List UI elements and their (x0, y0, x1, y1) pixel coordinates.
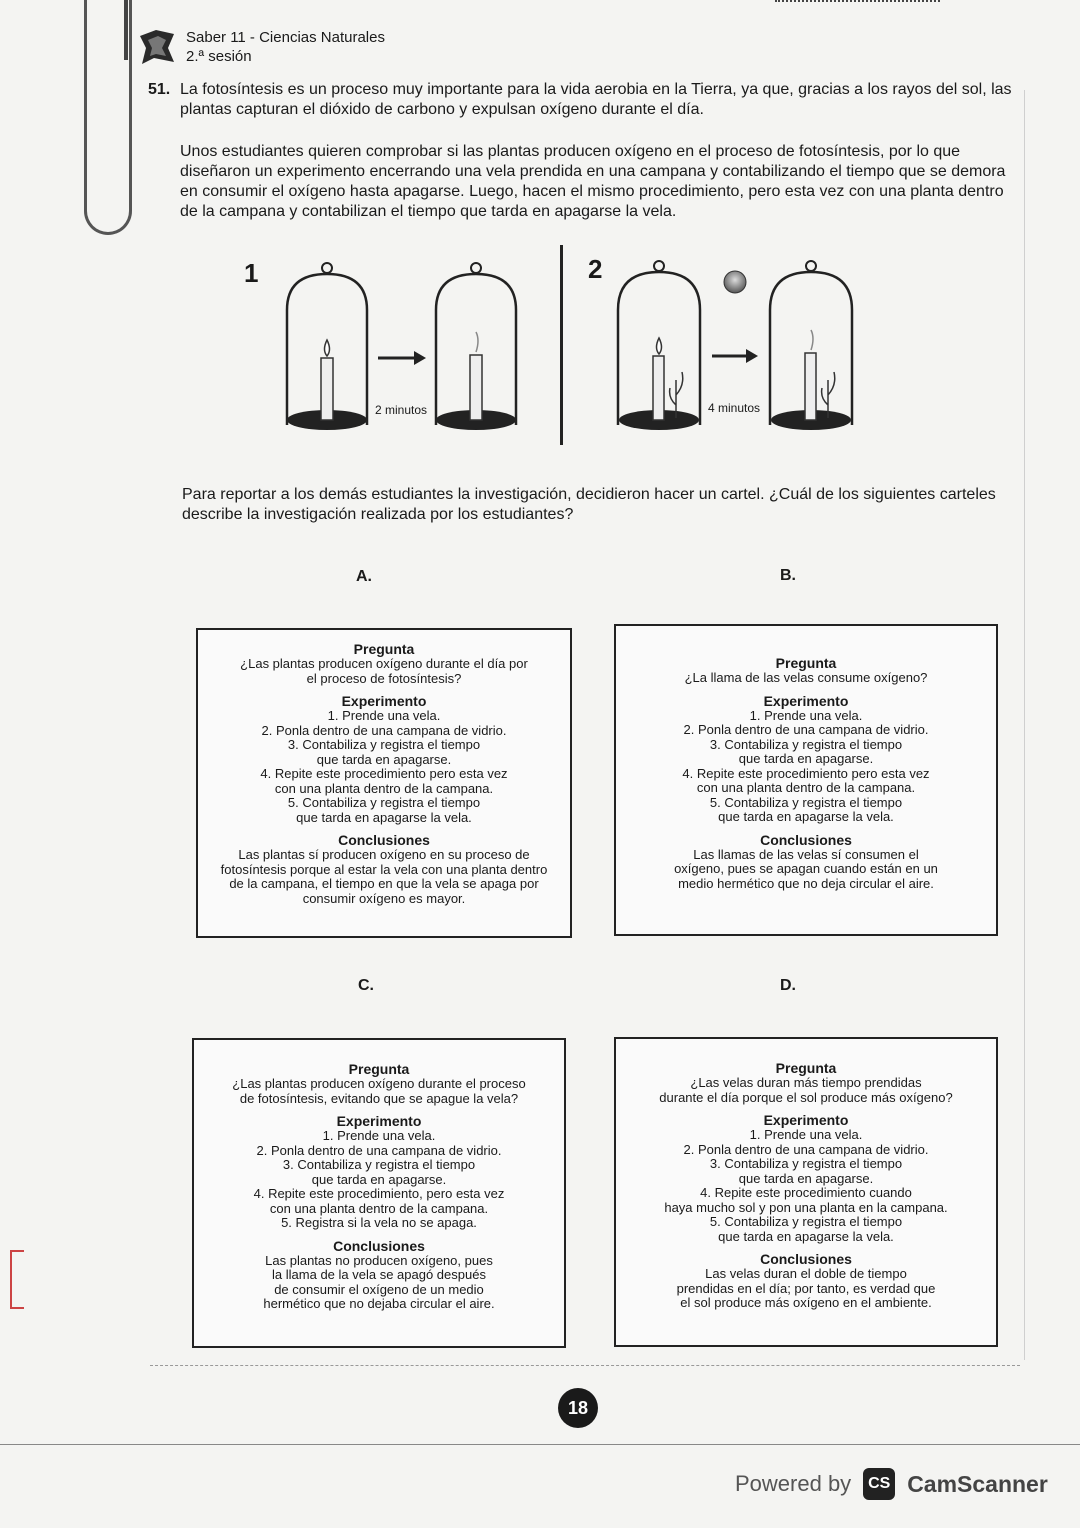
page-header (138, 28, 385, 66)
option-c-letter: C. (358, 977, 374, 994)
option-b-conclusions (626, 833, 986, 892)
arrow-right-icon (712, 349, 758, 363)
option-c-question (204, 1062, 554, 1106)
option-c-question-text: ¿Las plantas producen oxígeno durante el proceso de fotosíntesis, evitando que se apague la vela? (232, 1076, 526, 1106)
bell-jar-drawings (230, 240, 870, 450)
option-d-experiment-text: 1. Prende una vela. 2. Ponla dentro de una campana de vidrio. 3. Contabiliza y registra el tiempo que tarda en apagarse. 4. Repite este procedimiento cuando haya mucho sol y pon una planta en la campana. 5. Contabiliza y registra el tiempo que tarda en apagarse la vela. (664, 1127, 948, 1244)
option-d-question-text: ¿Las velas duran más tiempo prendidas durante el día porque el sol produce más oxígeno? (659, 1075, 953, 1105)
header-text (186, 28, 385, 66)
option-b-experiment-title: Experimento (763, 692, 849, 709)
lit-candle-with-plant-icon (653, 338, 683, 420)
option-a-conclusions (208, 833, 560, 906)
camscanner-logo-icon: CS (863, 1468, 895, 1500)
experiment-2-number: 2 (588, 254, 603, 284)
option-b-experiment (626, 694, 986, 825)
header-line2: 2.ª sesión (186, 48, 252, 65)
option-c-conclusions (204, 1239, 554, 1312)
option-d-letter: D. (780, 977, 796, 994)
extinguished-candle-icon (470, 332, 482, 420)
question-intro: La fotosíntesis es un proceso muy importante para la vida aerobia en la Tierra, ya que, gracias a los rayos del sol, las plantas capturan el dióxido de carbono y expulsan oxígeno durante el día. (180, 81, 1012, 118)
question-number: 51. (148, 81, 171, 98)
option-b-conclusions-text: Las llamas de las velas sí consumen el oxígeno, pues se apagan cuando están en un medio hermético que no deja circular el aire. (674, 846, 938, 891)
option-d-question (626, 1061, 986, 1105)
watermark-brand: CamScanner (907, 1470, 1048, 1497)
top-scan-mark (775, 0, 940, 8)
option-a-question (208, 642, 560, 686)
option-d-conclusions-title: Conclusiones (760, 1251, 852, 1267)
footer-line (0, 1444, 1080, 1445)
option-c-card (192, 1038, 566, 1348)
arrow-right-icon (378, 351, 426, 365)
option-a-experiment-title: Experimento (341, 693, 427, 709)
option-c-conclusions-title: Conclusiones (333, 1237, 425, 1254)
margin-bracket-mark (10, 1250, 24, 1309)
option-d-card (614, 1037, 998, 1347)
option-c-conclusions-text: Las plantas no producen oxígeno, pues la llama de la vela se apagó después de consumir el oxígeno de un medio hermético que no dejaba circular el aire. (263, 1252, 495, 1311)
option-a-experiment (208, 694, 560, 825)
experiment-figure (230, 240, 870, 450)
option-c-experiment (204, 1114, 554, 1231)
question-paragraph: Unos estudiantes quieren comprobar si las plantas producen oxígeno en el proceso de fotosíntesis, por lo que diseñaron un experimento encerrando una vela prendida en una campana y contabilizando el tiempo que se demora en consumir el oxígeno hasta apagarse. Luego, hacen el mismo procedimiento, pero esta vez con una planta dentro de la campana y contabilizan el tiempo que tarda en apagarse la vela. (180, 143, 1006, 220)
option-b-question-text: ¿La llama de las velas consume oxígeno? (684, 670, 928, 685)
option-b-card (614, 624, 998, 936)
watermark-powered-text: Powered by (735, 1471, 852, 1496)
option-b-letter: B. (780, 567, 796, 584)
option-b-question (626, 656, 986, 686)
experiment-2-time: 4 minutos (708, 401, 761, 415)
page-number-badge: 18 (558, 1388, 598, 1428)
sun-icon (724, 271, 746, 293)
option-d-conclusions-text: Las velas duran el doble de tiempo prendidas en el día; por tanto, es verdad que el sol produce más oxígeno en el ambiente. (676, 1266, 936, 1310)
option-a-question-title: Pregunta (353, 641, 415, 657)
exam-logo-icon (138, 28, 176, 66)
option-a-experiment-text: 1. Prende una vela. 2. Ponla dentro de una campana de vidrio. 3. Contabiliza y registra el tiempo que tarda en apagarse. 4. Repite este procedimiento pero esta vez con una planta dentro de la campana. 5. Contabiliza y registra el tiempo que tarda en apagarse la vela. (260, 708, 508, 825)
option-a-conclusions-text: Las plantas sí producen oxígeno en su proceso de fotosíntesis porque al estar la vela con una planta dentro de la campana, el tiempo en que la vela se apaga por consumir oxígeno es mayor. (220, 847, 548, 906)
option-c-experiment-text: 1. Prende una vela. 2. Ponla dentro de una campana de vidrio. 3. Contabiliza y registra el tiempo que tarda en apagarse. 4. Repite este procedimiento, pero esta vez con una planta dentro de la campana. 5. Registra si la vela no se apaga. (253, 1128, 505, 1230)
right-margin-rule (1024, 90, 1025, 1360)
option-d-conclusions (626, 1252, 986, 1311)
header-line1: Saber 11 - Ciencias Naturales (186, 29, 385, 46)
paper-clip-inner (124, 0, 128, 60)
option-a-letter: A. (356, 568, 372, 585)
bottom-dashed-rule (150, 1365, 1020, 1366)
experiment-1-time: 2 minutos (375, 403, 428, 417)
option-a-question-text: ¿Las plantas producen oxígeno durante el día por el proceso de fotosíntesis? (240, 656, 528, 686)
option-b-experiment-text: 1. Prende una vela. 2. Ponla dentro de una campana de vidrio. 3. Contabiliza y registra el tiempo que tarda en apagarse. 4. Repite este procedimiento pero esta vez con una planta dentro de la campana. 5. Contabiliza y registra el tiempo que tarda en apagarse la vela. (682, 707, 930, 824)
option-d-experiment (626, 1113, 986, 1244)
experiment-1-number: 1 (244, 258, 259, 288)
option-c-question-title: Pregunta (348, 1061, 410, 1077)
lit-candle-icon (321, 340, 333, 420)
question-prompt: Para reportar a los demás estudiantes la investigación, decidieron hacer un cartel. ¿Cuál de los siguientes carteles describe la investigación realizada por los estudiantes? (182, 486, 996, 523)
option-d-experiment-title: Experimento (763, 1112, 849, 1128)
camscanner-watermark (735, 1468, 1048, 1500)
extinguished-candle-with-plant-icon (805, 330, 835, 420)
option-a-card (196, 628, 572, 938)
option-d-question-title: Pregunta (775, 1060, 837, 1076)
option-b-question-title: Pregunta (775, 655, 837, 671)
option-c-experiment-title: Experimento (336, 1113, 422, 1129)
option-b-conclusions-title: Conclusiones (760, 831, 852, 848)
option-a-conclusions-title: Conclusiones (338, 832, 430, 848)
